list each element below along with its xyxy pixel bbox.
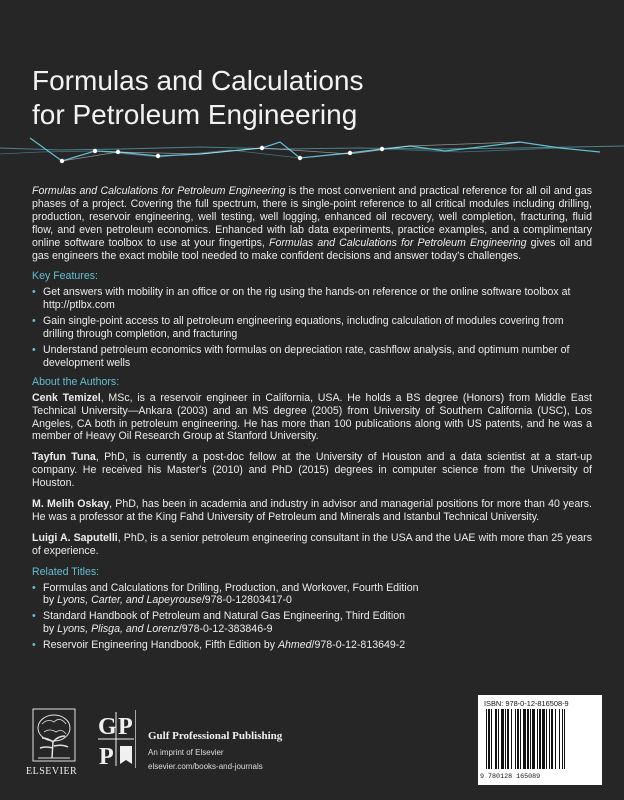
barcode-bar bbox=[532, 709, 535, 769]
logo-divider bbox=[135, 710, 136, 768]
barcode-bar bbox=[491, 709, 492, 769]
barcode-bars bbox=[484, 709, 596, 771]
barcode-bar bbox=[527, 709, 529, 769]
author-name: Luigi A. Saputelli bbox=[32, 531, 118, 544]
author-bio bbox=[32, 392, 592, 444]
related-title-item bbox=[32, 582, 592, 608]
elsevier-tree-logo-icon bbox=[32, 708, 76, 774]
related-title-name: Reservoir Engineering Handbook bbox=[43, 639, 200, 652]
barcode-bar bbox=[517, 709, 519, 769]
barcode-bar bbox=[562, 709, 563, 769]
svg-text:G: G bbox=[98, 714, 117, 740]
barcode-bar bbox=[498, 709, 499, 769]
barcode-bar bbox=[546, 709, 547, 769]
author-bio-text: , MSc, is a reservoir engineer in California, USA. He holds a BS degree (Honors) from Middle East Technical University—Ankara (2003) and an MS degree (2005) from University of Southern California (USC), Los Angeles, CA both in petroleum engineering. He has more than 100 publications along with US patents, and he was a member of Heavy Oil Research Group at Stanford University. bbox=[32, 391, 592, 443]
barcode-bar bbox=[495, 709, 497, 769]
related-title-item bbox=[32, 639, 592, 652]
barcode-bar bbox=[542, 709, 545, 769]
barcode-bar bbox=[486, 709, 487, 769]
author-bio bbox=[32, 451, 592, 490]
barcode-bar bbox=[551, 709, 553, 769]
related-title-authors: Lyons, Carter, and Lapeyrouse bbox=[57, 594, 202, 607]
barcode-bar bbox=[507, 709, 509, 769]
related-title-isbn: /978-0-12803417-0 bbox=[201, 594, 292, 607]
barcode-bar bbox=[539, 709, 541, 769]
intro-paragraph bbox=[32, 185, 592, 262]
publisher-name: Gulf Professional Publishing bbox=[148, 730, 283, 742]
intro-text-1: is the most convenient and practical reference for all oil and gas phases of a project. Covering the full spectrum, there is single-point reference to all critical modules including drilling, production, reservoir engineering, well testing, well logging, enhanced oil recovery, well completion, fracturing, fluid flow, and even petroleum economics. Enhanced with lab data experiments, practice examples, and a complimentary online software toolbox to use at your fingertips, bbox=[32, 185, 592, 249]
svg-text:P: P bbox=[118, 714, 133, 740]
footer bbox=[0, 690, 624, 800]
related-titles-list bbox=[32, 582, 592, 653]
isbn-barcode bbox=[478, 695, 602, 785]
author-bio bbox=[32, 532, 592, 558]
isbn-label: ISBN: 978-0-12-816508-9 bbox=[484, 699, 569, 708]
elsevier-wordmark: ELSEVIER bbox=[26, 766, 78, 777]
barcode-bar bbox=[523, 709, 526, 769]
related-title-authors: Lyons, Plisga, and Lorenz bbox=[57, 623, 179, 636]
author-name: M. Melih Oskay bbox=[32, 498, 110, 511]
decorative-wave-graphic bbox=[0, 118, 624, 178]
author-name: Tayfun Tuna bbox=[32, 451, 96, 464]
key-feature-item: • Gain single-point access to all petroleum engineering equations, including calculation of modules covering from drilling through completion, and fracturing bbox=[32, 315, 592, 341]
related-title-name: Standard Handbook of Petroleum and Natural Gas Engineering bbox=[43, 610, 340, 623]
key-feature-item: • Understand petroleum economics with formulas on depreciation rate, cashflow analysis, and optimum number of development wells bbox=[32, 344, 592, 370]
related-titles-heading: Related Titles: bbox=[32, 565, 100, 578]
barcode-bar bbox=[530, 709, 531, 769]
related-title-by: by bbox=[43, 594, 58, 607]
barcode-bar bbox=[501, 709, 504, 769]
related-title-authors: Ahmed bbox=[277, 639, 312, 652]
barcode-bar bbox=[537, 709, 538, 769]
imprint-text: An imprint of Elsevier bbox=[148, 748, 224, 757]
back-cover-text bbox=[32, 185, 592, 658]
title-line-1: Formulas and Calculations bbox=[32, 65, 364, 96]
barcode-bar bbox=[515, 709, 516, 769]
barcode-bar bbox=[559, 709, 560, 769]
related-title-by: by bbox=[43, 623, 58, 636]
barcode-bar bbox=[520, 709, 521, 769]
key-feature-item: • Get answers with mobility in an office or on the rig using the hands-on reference or the online software toolbox at http://ptlbx.com bbox=[32, 286, 592, 312]
barcode-bar bbox=[555, 709, 556, 769]
barcode-bar bbox=[488, 709, 490, 769]
author-bio-text: , PhD, has been in academia and industry in advisor and managerial positions for more than 40 years. He was a professor at the King Fahd University of Petroleum and Minerals and Istanbul Technical University. bbox=[32, 498, 592, 523]
related-title-item bbox=[32, 610, 592, 636]
intro-book-title-2: Formulas and Calculations for Petroleum Engineering bbox=[269, 236, 527, 249]
barcode-bar bbox=[564, 709, 565, 769]
intro-book-title: Formulas and Calculations for Petroleum Engineering bbox=[32, 185, 286, 197]
related-title-edition: , Third Edition bbox=[339, 610, 405, 623]
related-title-name: Formulas and Calculations for Drilling, Production, and Workover bbox=[43, 581, 347, 594]
related-title-edition: , Fifth Edition by bbox=[199, 639, 278, 652]
author-bio-text: , PhD, is a senior petroleum engineering consultant in the USA and the UAE with more than 25 years of experience. bbox=[32, 531, 592, 557]
related-title-isbn: /978-0-12-813649-2 bbox=[311, 639, 406, 652]
author-bio-text: , PhD, is currently a post-doc fellow at the University of Houston and a data scientist at a start-up company. He received his Master's (2010) and PhD (2015) degrees in computer science from the University of Houston. bbox=[32, 451, 592, 490]
title-line-2: for Petroleum Engineering bbox=[32, 99, 358, 130]
related-title-edition: , Fourth Edition bbox=[346, 581, 419, 594]
key-features-list bbox=[32, 286, 592, 369]
author-bio bbox=[32, 498, 592, 524]
svg-text:P: P bbox=[99, 744, 114, 768]
author-name: Cenk Temizel bbox=[32, 391, 101, 404]
publisher-website: elsevier.com/books-and-journals bbox=[148, 762, 263, 771]
about-authors-heading: About the Authors: bbox=[32, 375, 120, 388]
barcode-bar bbox=[549, 709, 550, 769]
intro-text-2: gives oil and gas engineers the exact mobile tool needed to make confident decisions and answer today's challenges. bbox=[32, 236, 593, 262]
gulf-professional-logo-icon bbox=[98, 710, 134, 768]
barcode-bar bbox=[511, 709, 512, 769]
key-features-heading: Key Features: bbox=[32, 270, 98, 283]
barcode-bar bbox=[505, 709, 506, 769]
related-title-isbn: /978-0-12-383846-9 bbox=[178, 623, 273, 636]
barcode-digits: 9 780128 165089 bbox=[480, 773, 541, 781]
